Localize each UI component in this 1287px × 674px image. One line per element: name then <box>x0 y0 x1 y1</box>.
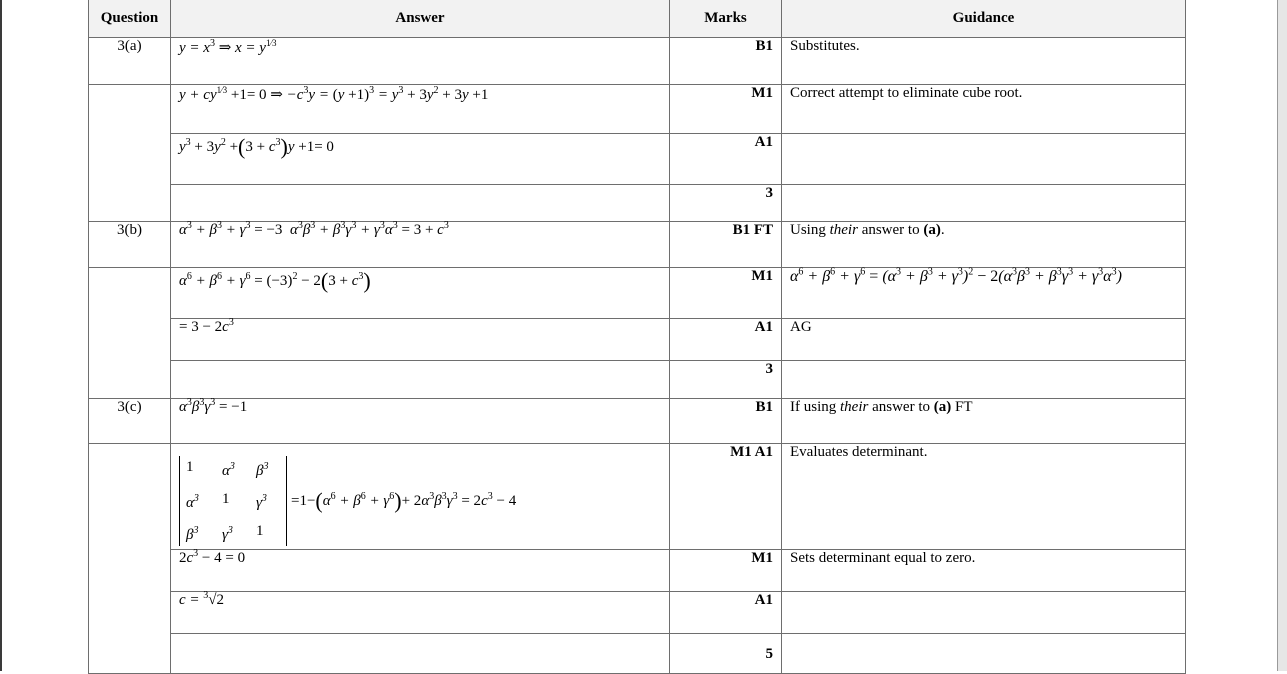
marks-cell: B1 FT <box>670 222 782 268</box>
marks-total: 3 <box>670 361 782 399</box>
marks-cell: M1 A1 <box>670 444 782 550</box>
table-row <box>89 550 1186 592</box>
table-row <box>89 634 1186 674</box>
table-row <box>89 319 1186 361</box>
marks-total: 5 <box>670 634 782 674</box>
answer-cell: y + cy1⁄3 +1= 0 ⇒ $-c^3y = (y +1)^3 = y^3 + 3y^2 + 3y +1$ <box>171 85 670 134</box>
table-row <box>89 444 1186 550</box>
guidance-cell: Using their answer to (a). <box>782 222 1186 268</box>
table-row <box>89 361 1186 399</box>
scrollbar-track[interactable] <box>1277 0 1287 671</box>
table-row <box>89 134 1186 185</box>
matrix: 1 $\alpha^3$ $\beta^3$ $\alpha^3$ 1 $\gamma^3$ $\beta^3$ $\gamma^3$ 1 <box>179 456 287 546</box>
guidance-cell: AG <box>782 319 1186 361</box>
question-label: 3(a) <box>89 38 171 85</box>
answer-cell: $y = x^3$ ⇒ x = y1⁄3 <box>171 38 670 85</box>
table-row <box>89 85 1186 134</box>
answer-cell: $y^3 + 3y^2 +(3 + c^3)y +1= 0$ <box>171 134 670 185</box>
header-marks: Marks <box>670 0 782 38</box>
header-guidance: Guidance <box>782 0 1186 38</box>
guidance-cell <box>782 134 1186 185</box>
marks-cell: M1 <box>670 550 782 592</box>
question-label: 3(c) <box>89 399 171 444</box>
table-row <box>89 399 1186 444</box>
guidance-cell: Substitutes. <box>782 38 1186 85</box>
guidance-cell: Correct attempt to eliminate cube root. <box>782 85 1186 134</box>
marks-cell: B1 <box>670 38 782 85</box>
marks-cell: M1 <box>670 85 782 134</box>
header-question: Question <box>89 0 171 38</box>
guidance-cell: If using their answer to (a) FT <box>782 399 1186 444</box>
marks-total: 3 <box>670 185 782 222</box>
window-left-edge <box>0 0 2 671</box>
question-label: 3(b) <box>89 222 171 268</box>
marks-cell: A1 <box>670 592 782 634</box>
answer-cell <box>171 444 670 550</box>
table-row <box>89 38 1186 85</box>
marks-cell: A1 <box>670 134 782 185</box>
answer-cell: $2c^3 - 4 = 0$ <box>171 550 670 592</box>
mark-scheme-table <box>88 0 1186 674</box>
guidance-cell: Evaluates determinant. <box>782 444 1186 550</box>
answer-cell: c = $^3$√2 <box>171 592 670 634</box>
answer-cell: $\alpha^6 + \beta^6 + \gamma^6 = (-3)^2 - 2(3 + c^3)$ <box>171 268 670 319</box>
determinant: 1 $\alpha^3$ $\beta^3$ $\alpha^3$ 1 $\gamma^3$ $\beta^3$ $\gamma^3$ 1 $=1-(\alpha^6 + \beta^6 + \gamma^6)+ 2\alpha^3\beta^3\gamma^3 = 2c^3 - 4$ <box>179 456 516 546</box>
marks-cell: M1 <box>670 268 782 319</box>
answer-cell: = $3 - 2c^3$ <box>171 319 670 361</box>
guidance-cell: $\alpha^6 + \beta^6 + \gamma^6 = (\alpha^3 + \beta^3 + \gamma^3)^2 - 2(\alpha^3\beta^3 + \beta^3\gamma^3 + \gamma^3\alpha^3)$ <box>782 268 1186 319</box>
header-answer: Answer <box>171 0 670 38</box>
table-row <box>89 222 1186 268</box>
guidance-cell <box>782 592 1186 634</box>
table-row <box>89 268 1186 319</box>
marks-cell: A1 <box>670 319 782 361</box>
answer-cell: $\alpha^3\beta^3\gamma^3 = -1$ <box>171 399 670 444</box>
answer-cell: $\alpha^3 + \beta^3 + \gamma^3 = -3$ $\alpha^3\beta^3 + \beta^3\gamma^3 + \gamma^3\alpha^3 = 3 + c^3$ <box>171 222 670 268</box>
table-row <box>89 185 1186 222</box>
marks-cell: B1 <box>670 399 782 444</box>
header-row <box>89 0 1186 38</box>
table-row <box>89 592 1186 634</box>
guidance-cell: Sets determinant equal to zero. <box>782 550 1186 592</box>
